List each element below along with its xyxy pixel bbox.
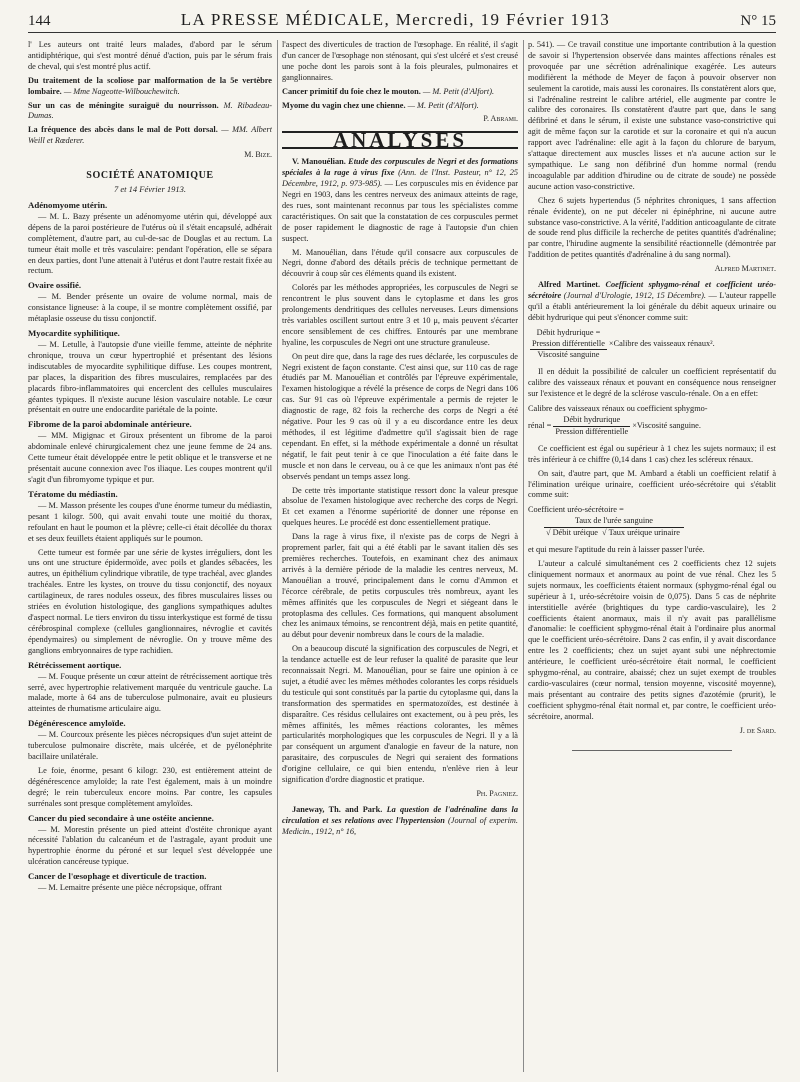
list-item <box>28 125 272 147</box>
formula-times: × <box>632 420 637 430</box>
article-title: Coefficient sphygmo-rénal et coefficient uréo-sécrétoire <box>528 280 776 300</box>
entry-heading: Tératome du médiastin. <box>28 488 118 499</box>
column-right <box>528 40 776 1075</box>
formula-text: Taux de l'urée sanguine <box>544 516 684 528</box>
column-middle <box>282 40 518 1075</box>
issue-number: N° 15 <box>740 13 776 29</box>
article-author: Alfred Martinet. <box>538 280 601 290</box>
paragraph: Colorés par les méthodes appropriées, les corpuscules de Negri se rencontrent le plus souvent dans le cytoplasme et dans les gros prolongements dendritiques des cellules nerveuses. Leurs dimensions très variables oscillent surtout entre 3 et 10 μ, mais peuvent s'écarter encore sensiblement de ces chiffres. Entourés par une membrane hyaline, les corpuscules de Negri ont une structure granuleuse. <box>282 283 518 347</box>
formula-text: Taux uréique urinaire <box>608 528 680 538</box>
signature: J. de Sard. <box>739 725 776 735</box>
report-entry <box>28 280 272 325</box>
item-title: Myome du vagin chez une chienne. <box>282 100 406 110</box>
end-rule <box>572 750 732 751</box>
paragraph: De cette très importante statistique ressort donc la valeur presque absolue de l'examen histologique avec recherche des corps de Negri. Et cet examen a l'énorme supériorité de donner une réponse en quelques heures. Le procédé est donc essentiellement pratique. <box>282 485 518 528</box>
formula-times: × <box>608 339 614 349</box>
entry-body: — M. Bender présente un ovaire de volume normal, mais de consistance ligneuse: à la coupe, il se montre complètement ossifié, par métaplasie osseuse du tissu conjonctif. <box>28 292 272 324</box>
fraction <box>544 516 684 539</box>
article-title: La question de l'adrénaline dans la circulation et ses relations avec l'hypertension <box>282 804 518 825</box>
article-author: Janeway, Th. and Park. <box>292 804 383 814</box>
item-author: — Mme Nageotte-Wilbouchewitch. <box>63 86 180 96</box>
formula-text: Coefficient uréo-sécrétoire = <box>528 505 624 515</box>
formula-equals: = <box>595 327 601 337</box>
entry-body: — M. Masson présente les coupes d'une énorme tumeur du médiastin, pesant 1 kilogr. 500, qui avait envahi toute une moitié du thorax, refoulant en haut le poumon et la plèvre; celle-ci était décollée du thorax et ses deux feuillets étaient appliqués sur le poumon. <box>28 500 272 543</box>
article-reference: (Ann. de l'Inst. Pasteur, n° 12, 25 Décembre, 1912, p. 973-985). <box>282 168 518 189</box>
report-entry <box>28 419 272 486</box>
entry-heading: Cancer de l'œsophage et diverticule de traction. <box>28 871 207 882</box>
report-entry <box>28 200 272 277</box>
formula-ureo-secretoire <box>528 505 776 539</box>
column-rule <box>277 40 278 1072</box>
item-title: Cancer primitif du foie chez le mouton. <box>282 86 421 96</box>
article-reference: (Journal of experim. Medicin., 1912, n° 16, <box>282 815 518 836</box>
paragraph: p. 541). — Ce travail constitue une importante contribution à la question de savoir si l'hypertension observée dans maintes affections rénales est provoquée par une sécrétion adrénalinique exagérée. Les auteurs modifièrent la méthode de Meyer de façon à pouvoir observer non seulement la carotide, mais aussi les coronaires. Ils constatèrent alors que, si l'adrénaline restreint le calibre artériel, elle augmente par contre le calibre des coronaires. Ils constatèrent d'autre part que, dans le sang défibriné et dans le sérum, il existe une substance vaso-constrictive qui agit de même façon sur la carotide et sur la coronaire et qui n'a aucun rapport avec l'adrénaline: elle agit à la façon du chlorure de baryum, s'attaque directement aux muscles lisses et n'a aucune action sur le sympathique. Le sang non défibriné d'un homme normal (rendu incoagulable par addition d'hirudine ou de citrate de soude) ne possède aucune action vaso-constrictive. <box>528 40 776 191</box>
paragraph: Chez 6 sujets hypertendus (5 néphrites chroniques, 1 sans affection rénale évidente), on ne put déceler ni épinéphrine, ni aucune autre substance vaso-constrictive. A la vérité, l'addition anticoagulante de citrate de soude rend plus difficile la recherche de petites quantités d'adrénaline; par contre, l'hirudine augmente la sensibilité réactionnelle (démontrée par l'addition de petites quantités d'adrénaline à du sang normal). <box>528 195 776 260</box>
signature: Alfred Martinet. <box>714 264 776 274</box>
list-item <box>282 101 518 112</box>
entry-body: Le foie, énorme, pesant 6 kilogr. 230, est entièrement atteint de dégénérescence amyloïde; la rate l'est également, mais à un moindre degré; le rein tuberculeux encore moins. Par contre, les capsules surrénales sont presque complètement amyloïdes. <box>28 765 272 808</box>
item-author: — MM. Albert Weill et Rœderer. <box>28 125 272 146</box>
formula-text: Débit uréique <box>552 528 598 538</box>
paragraph: l' Les auteurs ont traité leurs malades, d'abord par le sérum antidiphtérique, qui s'est montré dénué d'action, puis par le sérum frais de cheval, qui s'est montré plus actif. <box>28 40 272 71</box>
paragraph: M. Manouélian, dans l'étude qu'il consacre aux corpuscules de Negri, donne d'abord des détails précis de technique permettant de découvrir à coup sûr ces éléments quand ils existent. <box>282 247 518 279</box>
report-entry <box>28 871 272 894</box>
article-title: Etude des corpuscules de Negri et des formations spéciales à la rage à virus fixe <box>282 157 518 178</box>
column-left <box>28 40 272 1075</box>
entry-body: — M. L. Bazy présente un adénomyome utérin qui, développé aux dépens de la paroi postérieure de l'utérus où il s'était encapsulé, adhérait complètement, d'autre part, au cul-de-sac de Douglas et au rectum. La tumeur était molle et très vasculaire: pendant l'opération, elle se sépara en deux parties, dont l'une attenait à l'utérus et dont l'autre restait fixée au rectum. <box>28 211 272 276</box>
article-text: — Les corpuscules mis en évidence par Negri en 1903, dans les centres nerveux des animaux atteints de rage, des rues, sont maintenant reconnus par tous les spécialistes comme caractéristiques. On sait que la constatation de ces corpuscules permet de poser rapidement le diagnostic de rage à l'autopsie d'un chien suspect. <box>282 179 518 243</box>
list-item <box>282 87 518 98</box>
report-entry <box>28 489 272 657</box>
item-title: Du traitement de la scoliose par malformation de la 5e vertèbre lombaire. <box>28 75 272 96</box>
fraction <box>530 328 607 362</box>
report-entry <box>28 718 272 809</box>
entry-heading: Ovaire ossifié. <box>28 280 82 291</box>
report-entry <box>28 813 272 869</box>
entry-body: — M. Morestin présente un pied atteint d'ostéite chronique ayant nécessité l'ablation du calcanéum et de l'astragale, ayant produit une hypertrophie énorme du péroné et sur lequel s'est développée une ulcération cancéreuse typique. <box>28 824 272 867</box>
formula-text: Débit hydrurique <box>536 327 594 337</box>
formula-text: Pression différentielle <box>532 338 605 348</box>
signature: P. Abrami. <box>483 114 518 124</box>
formula-text: rénal = <box>528 420 552 430</box>
column-rule <box>523 40 524 1072</box>
item-author: — M. Petit (d'Alfort). <box>407 100 479 110</box>
formula-text: Calibre des vaisseaux rénaux². <box>613 339 715 349</box>
entry-body: — MM. Migignac et Giroux présentent un fibrome de la paroi abdominale enlevé chirurgicalement chez une jeune femme de 24 ans. Cette tumeur était développée entre le petit oblique et le transverse et ne présentait aucune connexion avec l'os iliaque. Les coupes montrent qu'il s'agit d'un fibromyome typique et pur. <box>28 431 272 484</box>
section-banner: ANALYSES <box>282 131 518 149</box>
section-date: 7 et 14 Février 1913. <box>114 183 186 194</box>
formula-text: Débit hydrurique <box>553 415 630 427</box>
entry-body: — M. Fouque présente un cœur atteint de rétrécissement aortique très serré, avec hypertrophie relativement marquée du ventricule gauche. La malade, morte à 64 ans de tuberculose pulmonaire, avait eu plusieurs atteintes de rhumatisme articulaire aigu. <box>28 671 272 714</box>
report-entry <box>28 328 272 416</box>
fraction <box>553 415 630 438</box>
formula-text: Calibre des vaisseaux rénaux ou coefficient sphygmo- <box>528 404 708 414</box>
paragraph: On sait, d'autre part, que M. Ambard a établi un coefficient relatif à l'élimination uréique urinaire, coefficient uréo-sécrétoire qui s'établit comme suit: <box>528 468 776 500</box>
entry-heading: Dégénérescence amyloïde. <box>28 718 126 729</box>
article-author: V. Manouélian. <box>292 157 346 167</box>
entry-body: — M. Courcoux présente les pièces nécropsiques d'un sujet atteint de tuberculose pulmonaire discrète, mais ulcérée, et de pyélonéphrite bacillaire unilatérale. <box>28 730 272 762</box>
paragraph: On peut dire que, dans la rage des rues déclarée, les corpuscules de Negri existent de façon constante. C'est ainsi que, sur 110 cas de rage étudiés par M. Manouélian et contrôlés par l'épreuve expérimentale, l'examen histologique a révélé la présence de corps de Negri dans 106 cas. Sur 91 cas où l'épreuve expérimentale a permis de rejeter le diagnostic de rage, 82 fois la recherche des corps de Negri a été négative. Pour les 9 cas où il y a eu discordance entre les deux méthodes, il est légitime d'admettre qu'il s'agissait bien de rage cependant. En effet, si la méthode expérimentale a donné un résultat négatif, le fait peut tenir à ce que l'inoculation a été faite dans le muscle et non dans le cerveau, ou à ce que les animaux n'ont pas été observés pendant un temps assez long. <box>282 351 518 481</box>
root-symbol: √ <box>546 528 551 538</box>
formula-text: Pression différentielle <box>555 426 629 436</box>
paragraph: Dans la rage à virus fixe, il n'existe pas de corps de Negri à proprement parler, fait qui a été établi par le savant italien dès ses premières recherches. Toutefois, en examinant chez des animaux arrivés à la dernière période de la maladie les centres nerveux, M. Manouélian a trouvé, principalement dans le cornu d'Ammon et l'écorce cérébrale, de petits corpuscules très nombreux, ayant les mêmes affinités que les corpuscules de Negri et siégeant dans le protoplasma des cellules. Ces formations, qui manquent absolument chez les animaux témoins, se rencontrent déjà, mais en petite quantité, au début pour devenir nombreux dans le cours de la maladie. <box>282 532 518 640</box>
journal-title: LA PRESSE MÉDICALE, Mercredi, 19 Février 1913 <box>180 10 611 29</box>
formula-sphygmo-renal <box>528 404 776 438</box>
entry-body: — M. Letulle, à l'autopsie d'une vieille femme, atteinte de néphrite chronique, trouva un cœur hypertrophié et présentant des lésions indiscutables de myocardite syphilitique diffuse. Les coupes montrent, par places, la disparition des fibres musculaires, remplacées par des placards fibro-inflammatoires qui encerclent des cellules musculaires géantes typiques. Il n'existe aucune lésion vasculaire notable. Le cœur présentait en outre une endocardite pariétale de la pointe. <box>28 340 272 415</box>
paragraph: Ce coefficient est égal ou supérieur à 1 chez les sujets normaux; il est très inférieur à ce chiffre (0,14 dans 1 cas) chez les scléreux rénaux. <box>528 443 776 464</box>
entry-heading: Fibrome de la paroi abdominale antérieure. <box>28 419 192 430</box>
signature: M. Bize. <box>244 150 272 160</box>
page-number: 144 <box>28 13 51 29</box>
entry-body: — M. Lemaitre présente une pièce nécropsique, offrant <box>38 883 222 893</box>
paragraph: l'aspect des diverticules de traction de l'œsophage. En réalité, il s'agit d'un cancer de l'œsophage non sténosant, qui s'est ulcéré et s'est creusé une poche dont les parois sont à la fois pleurales, pulmonaires et ganglionnaires. <box>282 40 518 82</box>
paragraph: et qui mesure l'aptitude du rein à laisser passer l'urée. <box>528 545 705 555</box>
paragraph: Il en déduit la possibilité de calculer un coefficient représentatif du calibre des vaisseaux rénaux et pouvant en conséquence nous renseigner sur l'existence et le degré de la sclérose vasculo-rénale. On a en effet: <box>528 367 776 399</box>
item-title: Sur un cas de méningite suraiguë du nourrisson. <box>28 100 219 110</box>
item-author: M. Ribadeau-Dumas. <box>28 100 272 121</box>
formula-text: Viscosité sanguine <box>537 350 600 360</box>
article-text: — L'auteur rappelle qu'il a établi antérieurement la loi générale du débit aqueux urinaire ou débit hydrurique qui peut s'énoncer comme suit: <box>528 290 776 322</box>
item-author: — M. Petit (d'Alfort). <box>422 86 495 96</box>
formula-text: Viscosité sanguine. <box>636 420 701 430</box>
entry-heading: Rétrécissement aortique. <box>28 659 122 670</box>
entry-heading: Cancer du pied secondaire à une ostéite ancienne. <box>28 812 214 823</box>
item-title: La fréquence des abcès dans le mal de Pott dorsal. <box>28 125 218 135</box>
list-item <box>28 101 272 123</box>
report-entry <box>28 660 272 716</box>
page-header <box>28 10 776 33</box>
entry-heading: Myocardite syphilitique. <box>28 328 120 339</box>
paragraph: L'auteur a calculé simultanément ces 2 coefficients chez 12 sujets cliniquement normaux et anormaux au point de vue rénal. Chez les 5 sujets normaux, les coefficients étaient normaux (sphygmo-rénal égal ou supérieur à 1, uréo-sécrétoire voisin de 0,075). Dans 5 cas de néphrite interstitielle avérée (brightiques du type cardio-vasculaire), les 2 coefficients étaient anormaux, mais il n'y avait pas parallélisme d'anomalie: le coefficient sphygmo-rénal était à l'ordinaire plus anormal que le coefficient uréo-sécrétoire. Dans 2 cas enfin, il y avait discordance entre les 2 coefficients; chez un sujet ayant subi une néphrectomie antérieure, le coefficient uréo-sécrétoire était normal, le coefficient sphygmo-rénal, au contraire, abaissé; chez un sujet exempt de troubles cardio-vasculaires (cœur normal, tension moyenne, viscosité moyenne), mais présentant au contraire des petits signes d'azotémie (prurit), le coefficient sphygmo-rénal était normal et, par contre, le coefficient uréo-sécrétoire, anormal. <box>528 558 776 721</box>
article-reference: (Journal d'Urologie, 1912, 15 Décembre). <box>563 290 706 300</box>
list-item <box>28 76 272 98</box>
root-symbol: √ <box>602 528 607 538</box>
entry-body: Cette tumeur est formée par une série de kystes irréguliers, dont les uns ont une structure épidermoïde, avec poils et glandes sébacées, les autres, un épithélium cylindrique vibratile, de type trachéal, avec glandes trachéales. Entre les kystes, on trouve du tissu conjonctif, des noyaux cartilagineux, de rares nodules osseux, des fibres musculaires lisses ou striées en évolution histologique, des ganglions sympathiques adultes d'aspect normal. Le tiers environ du tissu interkystique est formé de tissu cérébrospinal complexe (cellules ganglionnaires, névroglie et cavités épendymaires) ou simplement de névroglie. On y trouve même des ganglions embryonnaires de type rachidien. <box>28 547 272 655</box>
paragraph: On a beaucoup discuté la signification des corpuscules de Negri, et la tendance actuelle est de leur refuser la qualité de parasite que leur reconnaissait Negri. M. Manouélian, pour se faire une opinion à ce sujet, a étudié avec les mêmes méthodes colorantes les corps résiduels du testicule qui sont constitués par la partie du cytoplasme qui, dans la transformation des spermatides en spermatozoïdes, est destinée à disparaître. Ces résidus cellulaires ont exactement, ou à peu près, les mêmes affinités, les mêmes réactions colorantes, les mêmes particularités morphologiques que les corpuscules de Negri. Il y a là par conséquent un argument d'analogie en faveur de la nature, non parasitaire, des corpuscules de Negri qui seraient des formations d'origine cellulaire, ce qui bien entendu, n'enlève rien à leur signification d'ordre diagnostic et pratique. <box>282 644 518 785</box>
section-title: SOCIÉTÉ ANATOMIQUE <box>86 170 214 182</box>
formula-debit-hydrurique <box>528 328 776 362</box>
signature: Ph. Pagniez. <box>476 789 518 798</box>
entry-heading: Adénomyome utérin. <box>28 199 108 210</box>
